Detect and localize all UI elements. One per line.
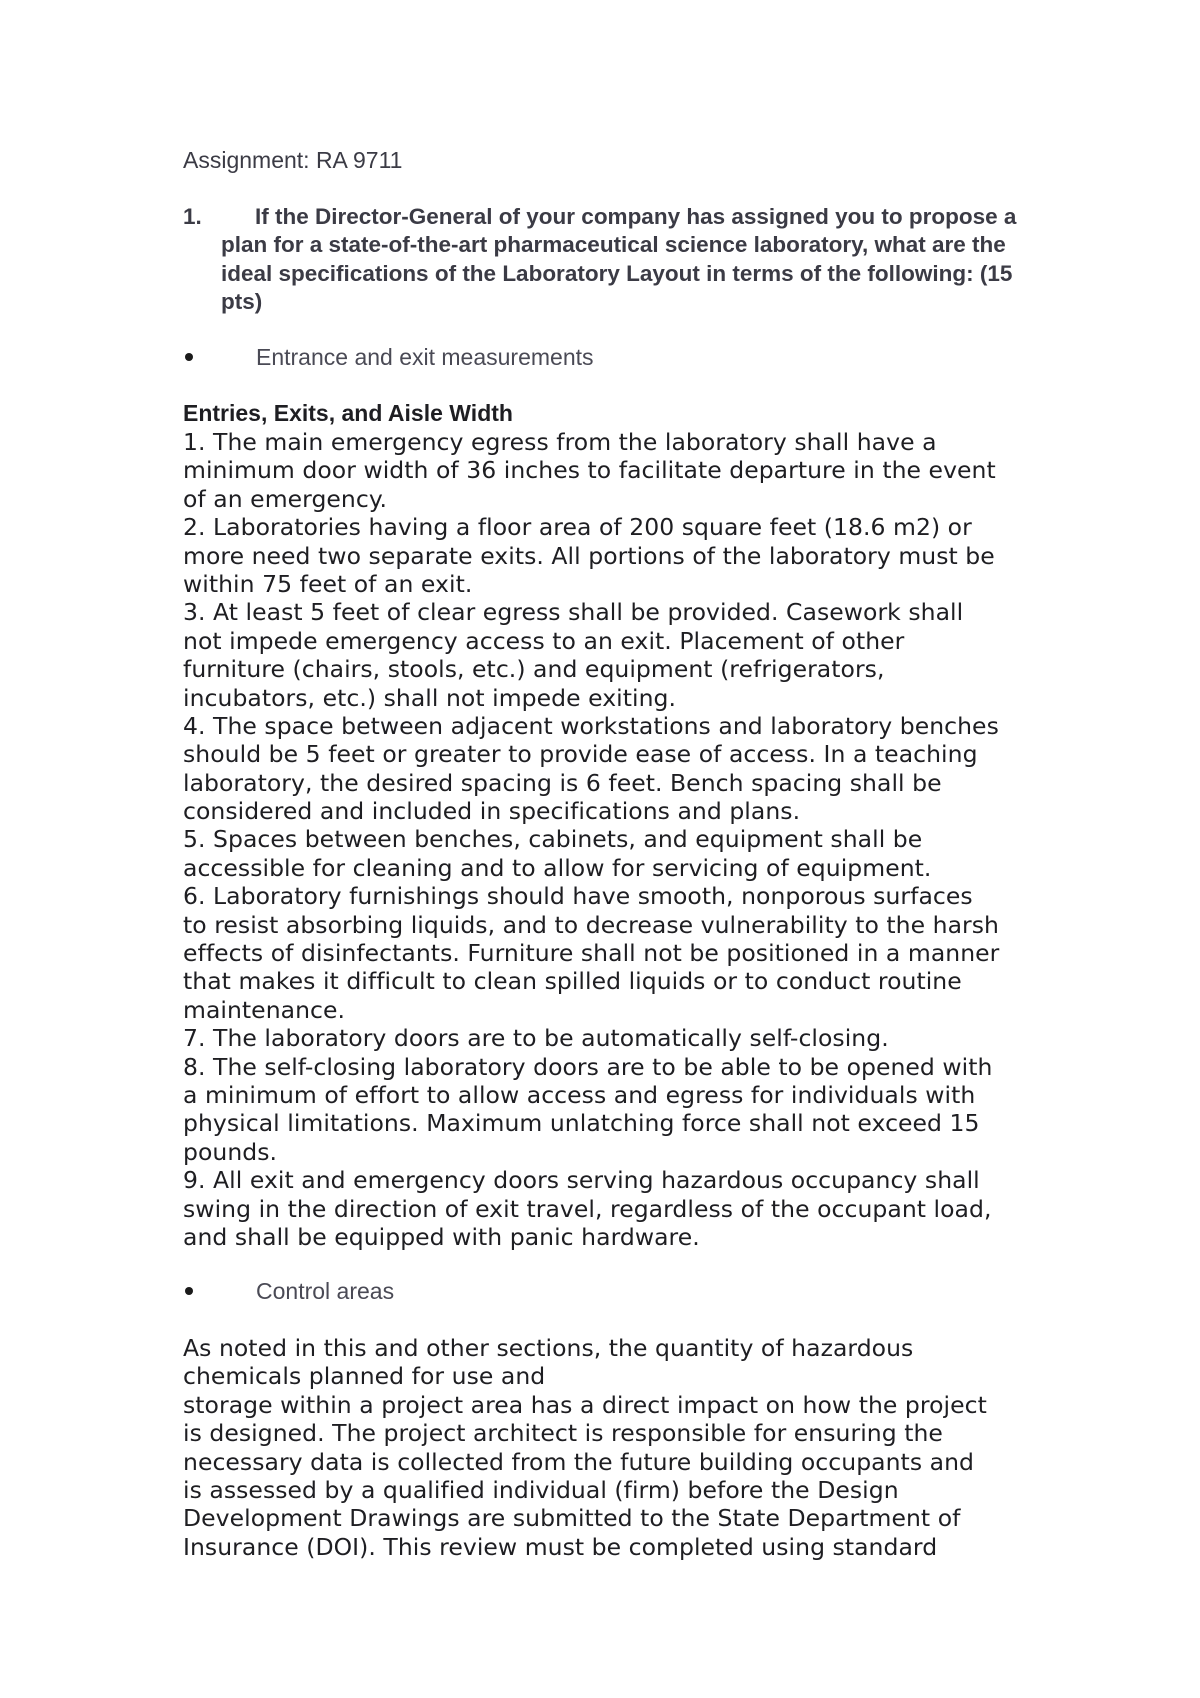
text-line: 1. The main emergency egress from the laboratory shall have a [183, 428, 937, 456]
text-line: minimum door width of 36 inches to facilitate departure in the event [183, 456, 996, 485]
bullet-label: Control areas [256, 1278, 395, 1304]
text-line: that makes it difficult to clean spilled liquids or to conduct routine [183, 967, 962, 996]
text-line: maintenance. [183, 995, 346, 1024]
question-number: 1. [183, 204, 202, 229]
text-line: swing in the direction of exit travel, regardless of the occupant load, [183, 1194, 992, 1223]
text-line: of an emergency. [183, 484, 387, 513]
text-line: 2. Laboratories having a floor area of 200 square feet (18.6 m2) or [183, 513, 972, 542]
text-line: necessary data is collected from the future building occupants and [183, 1447, 974, 1476]
text-line: 3. At least 5 feet of clear egress shall be provided. Casework shall [183, 598, 964, 627]
text-line: incubators, etc.) shall not impede exiting. [183, 683, 677, 712]
text-line: physical limitations. Maximum unlatching force shall not exceed 15 [183, 1109, 980, 1138]
text-line: within 75 feet of an exit. [183, 569, 473, 598]
text-line: to resist absorbing liquids, and to decrease vulnerability to the harsh [183, 910, 999, 939]
text-line: considered and included in specifications and plans. [183, 797, 801, 826]
text-line: As noted in this and other sections, the quantity of hazardous [183, 1334, 914, 1362]
text-line: not impede emergency access to an exit. Placement of other [183, 626, 905, 655]
bullet-dot-icon [185, 1287, 193, 1295]
text-line: 8. The self-closing laboratory doors are to be able to be opened with [183, 1052, 993, 1081]
assignment-title: Assignment: RA 9711 [183, 147, 403, 173]
text-line: is assessed by a qualified individual (firm) before the Design [183, 1475, 899, 1504]
text-line: chemicals planned for use and [183, 1362, 546, 1391]
text-line: furniture (chairs, stools, etc.) and equipment (refrigerators, [183, 655, 885, 684]
control-areas-body [183, 1334, 1083, 1561]
text-line: effects of disinfectants. Furniture shall not be positioned in a manner [183, 939, 1000, 968]
text-line: accessible for cleaning and to allow for servicing of equipment. [183, 853, 932, 882]
text-line: pounds. [183, 1137, 278, 1166]
question-1 [183, 203, 1043, 316]
text-line: Development Drawings are submitted to the State Department of [183, 1504, 961, 1533]
text-line: 4. The space between adjacent workstations and laboratory benches [183, 711, 999, 740]
bullet-dot-icon [185, 353, 193, 361]
question-text: If the Director-General of your company has assigned you to propose a plan for a state-of-the-art pharmaceutical science laboratory, what are the ideal specifications of the Laboratory Layout in terms of the following: (15 pts) [221, 204, 1017, 314]
text-line: should be 5 feet or greater to provide ease of access. In a teaching [183, 740, 978, 769]
text-line: more need two separate exits. All portions of the laboratory must be [183, 541, 995, 570]
text-line: 7. The laboratory doors are to be automatically self-closing. [183, 1024, 889, 1053]
section-body [183, 428, 1083, 1251]
text-line: 5. Spaces between benches, cabinets, and equipment shall be [183, 825, 923, 854]
text-line: is designed. The project architect is responsible for ensuring the [183, 1419, 943, 1448]
text-line: Insurance (DOI). This review must be completed using standard [183, 1532, 938, 1561]
bullet-label: Entrance and exit measurements [256, 344, 594, 370]
section-heading: Entries, Exits, and Aisle Width [183, 400, 513, 426]
text-line: 9. All exit and emergency doors serving hazardous occupancy shall [183, 1166, 980, 1195]
text-line: laboratory, the desired spacing is 6 feet. Bench spacing shall be [183, 768, 942, 797]
text-line: storage within a project area has a direct impact on how the project [183, 1390, 987, 1419]
text-line: and shall be equipped with panic hardware. [183, 1222, 700, 1251]
text-line: 6. Laboratory furnishings should have smooth, nonporous surfaces [183, 882, 973, 911]
text-line: a minimum of effort to allow access and egress for individuals with [183, 1080, 976, 1109]
